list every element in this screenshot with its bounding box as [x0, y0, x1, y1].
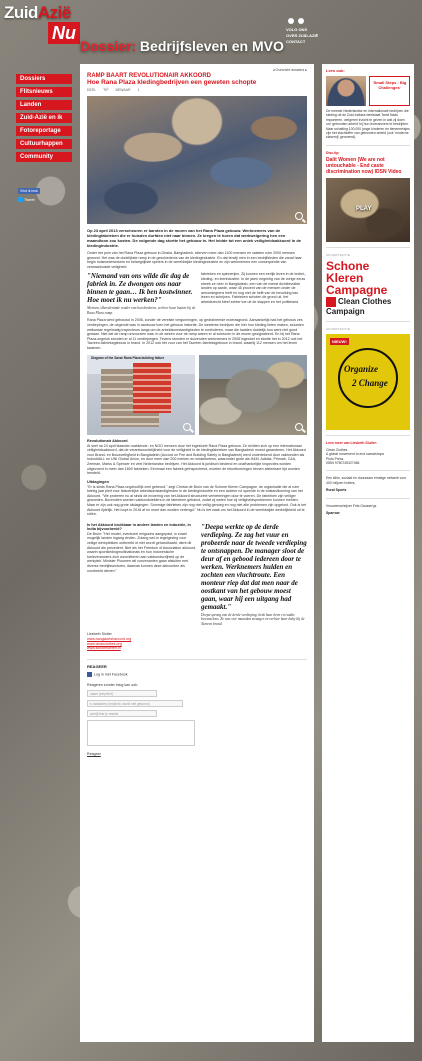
book-title: Clean Clothes	[326, 447, 348, 452]
report-badge[interactable]: 'Small Steps - Big Challenges'	[369, 76, 410, 106]
share-action[interactable]: DEEL	[87, 88, 97, 92]
site-logo[interactable]	[4, 4, 80, 48]
play-button[interactable]: PLAY	[356, 205, 372, 212]
divider	[326, 435, 410, 436]
sidebar-item-landen[interactable]: Landen	[16, 100, 72, 110]
tweet-button[interactable]: Tweet	[18, 197, 35, 202]
sidebar-item-flitsnieuws[interactable]: Flitsnieuws	[16, 87, 72, 97]
submit-comment-button[interactable]: Reageer	[87, 751, 101, 756]
book-publisher: Pluto Press	[326, 456, 344, 461]
article-paragraph: Rana Plaza werd gebouwd in 2006, zonder de vereiste vergunningen, op gedraineerde moerasgrond. Aanvankelijk had het gebouw zes verdiepingen, de negende was in aanbouw toen het gebouw instortte. De westerse bedrijven die hier hun kleding lieten maken, stuurden weliswaar regelmatig inspecteurs langs om de arbeidsomstandigheden te controleren, maar die hadden duidelijk hun werk niet goed gedaan. Niet dat de ramp onvoorzien was: in de weken voor de ramp waren er al scheuren in de muren gesignaleerd. En bij het Rana Plaza-ongeluk stonden er al 11 verdiepingen. Tevens stonden er duizenden werknemers in 2005 ingestort en stortte het in 2012 ook het Tazreen-fabrieksgebouw in brand. In 2012 ook het vuur van het Tazreen-fabrieksgebouw in brand, waarbij 112 mensen om het leven kwamen.	[87, 318, 304, 350]
article-paragraph: Onder het puin van het Rana Plaza gebouw in Dhaka, Bangladesh, stierven meer dan 1100 mensen en raakten ruim 2000 mensen gewond. Het was de dodelijkste ramp in de geschiedenis van de kledingindustrie. En dat terwijl men in een bedrijfsleden die vanaf haar begin hulsmedewerkers en belangrijkste spelers in de wereldwijde kledingindustrie en zijn werknemers een consequentie van verwaarloosde veiligheid.	[87, 251, 302, 269]
divider	[326, 470, 410, 471]
pull-quote: "Niemand van ons wilde die dag de fabriek in. Ze dwongen ons naar binnen te gaan… Ik ben kostwinner. Hoe moet ik nu werken?"	[87, 272, 193, 305]
organize-2-change-advertisement[interactable]	[326, 334, 410, 430]
link-bangladeshaccord[interactable]: www.bangladeshaccord.org	[87, 636, 132, 641]
page-title: Dossier: Bedrijfsleven en MVO	[80, 38, 284, 54]
read-also-card[interactable]	[326, 76, 410, 106]
sidebar-item-community[interactable]: Community	[16, 152, 72, 162]
facebook-icon	[87, 672, 92, 677]
overview-link[interactable]: ◂ Overzicht dossiers ▸	[272, 68, 307, 72]
pull-quote-source: Morium, slheraleninde reader van hun kinderen, verloor haar huizen bij de Rana Plaza ramp.	[87, 306, 196, 315]
link-cleanclothes[interactable]: www.cleanclothes.org	[87, 641, 122, 646]
sidebar-item-dossiers[interactable]: Dossiers	[16, 74, 72, 84]
pull-quote-source: Deepa sprong van de derde verdieping, brak haar been en raakte bewusteloos. Ze was vier maanden zwanger en verloor haar baby bij de Tazreen brand.	[201, 612, 305, 626]
social-follow-icons	[286, 18, 318, 26]
quote-row	[87, 272, 307, 315]
article-paragraph: fabrieken en spinnerijen. Zij kunnen een eerlijk leven in de textiel-, kleding- en leerindustrie. In de jaren negentig van de vorige eeuw streek ze neer in Bangladesh, een van de meest dichtbevolkte landen op aarde, waar 45 procent van de mensen onder de armoedegrens leeft en nog niet de helft van de bevolking kan lezen en schrijven. Fabrieken schoten de grond uit, het arbeidsrecht bleef echter toe uit de slappen en het politieland.	[201, 272, 307, 304]
comment-note: Reageren zonder inlog kan ook:	[87, 682, 138, 687]
article-panel	[80, 64, 314, 1042]
comment-form	[87, 659, 307, 756]
zoom-icon[interactable]	[295, 212, 303, 220]
divider	[326, 321, 410, 322]
sidebar-item-fotoreportage[interactable]: Fotoreportage	[16, 126, 72, 136]
facebook-login-button[interactable]: Log in met Facebook	[87, 672, 307, 677]
figure-row	[87, 355, 307, 435]
read-also-text: De meeste Nederlandse en internationale bedrijven die kleding uit de Zuid-Indiase deelstaat Tamil Nadu importeren, weigeren inzicht te geven in wat zij doen om 'gebonden arbeid' bij hun leveranciers te bestrijden. Naar schatting 100.000 jonge kinderen en tienermeisjes zijn het slachtoffer van gebonden arbeid (ook 'moderne slavernij' genoemd).	[326, 109, 410, 140]
advertisement-label: ADVERTENTIE	[326, 326, 351, 331]
new-tag: NIEUW!	[332, 338, 347, 344]
portrait-image	[326, 76, 366, 106]
collapse-diagram-image[interactable]	[87, 355, 195, 435]
name-input[interactable]: naam (verplicht)	[87, 690, 157, 697]
book-info[interactable]: Een kilim, sociaal en duurzaam ernstige netwerk voor 400 miljoen Indiers,	[326, 476, 407, 485]
book-info[interactable]	[326, 448, 410, 466]
sidebar-item-zuid-azie-en-ik[interactable]: Zuid-Azië en ik	[16, 113, 72, 123]
author-signature	[87, 632, 307, 650]
top-nav-about[interactable]: OVER ZUID-AZIË	[286, 33, 319, 38]
zoom-icon[interactable]	[183, 423, 191, 431]
right-sidebar	[322, 64, 414, 1042]
diagram-building-section	[133, 363, 171, 413]
scc-subtitle: Clean Clothes Campaign	[326, 296, 392, 316]
logo-nu: Nu	[48, 22, 80, 44]
twitter-icon	[18, 197, 23, 202]
divider	[326, 498, 410, 499]
video-thumbnail[interactable]	[326, 178, 410, 242]
book-publisher: Rural Sports	[326, 488, 347, 493]
quote-row	[87, 523, 307, 627]
comment-count[interactable]: 1	[137, 88, 140, 92]
section-heading: Is het Akkoord bruikbaar in andere landen en industrie, in India bijvoorbeeld?	[87, 522, 191, 531]
tip-action[interactable]: TIP	[103, 88, 109, 92]
read-also-heading: Lees ook:	[326, 68, 345, 73]
top-nav-contact[interactable]: CONTACT	[286, 39, 306, 44]
pull-quote-block	[201, 523, 307, 627]
article-lead: Op 23 april 2013 verscheuren er barsten in de muren van het Rana Plaza gebouw. Werknemers van de kledingfabrieken die er huisden durfden niet naar binnen. Ze kregen te horen dat werkweigering hen een maandloon zou kosten. De volgende dag stortte het gebouw in. Het leidde tot een uniek veiligheidsakkoord in de kledingindustrie.	[87, 228, 302, 248]
section-heading: Uitdagingen	[87, 479, 109, 484]
comment-heading: REAGEER	[87, 663, 107, 669]
more-by-author-heading: Lees meer van Liesbeth Sluiter:	[326, 440, 378, 445]
article-paragraph: De Bruin: "Het model, eventueel enigszins aangepast, in zowel mogelijk landen ingang vinden. Zolang wel-in regelgeving voor veilige werkplekken ontbreekt of niet wordt gehandhaafd, dient dit Akkoord als precedent. Niet als het Freedom of Association akkoord, waarin sportkledingmultinationals en hun Indonesische toeleveranciers zich committeren aan vakbondsvrijheid op de werkplek. Minister Ploumen wil convenanten gaan afsluiten met diverse bedrijfssectoren, daarvan kunnen deze akkoorden als voorbeeld dienen."	[87, 531, 197, 573]
comment-input[interactable]: schrijf hier je reactie	[87, 710, 157, 717]
disc-tip-label: Disc-tip:	[326, 150, 340, 155]
author-name: Liesbeth Sluiter	[87, 632, 112, 637]
link-schonekleren[interactable]: www.schonekleren.nl	[87, 646, 121, 651]
save-action[interactable]: BEWAAR	[115, 88, 131, 92]
comment-textarea[interactable]	[87, 720, 195, 746]
advertisement-label: ADVERTENTIE	[326, 252, 351, 257]
logo-text: ZuidAzië	[4, 3, 71, 22]
hero-image[interactable]	[87, 96, 307, 224]
book-info[interactable]: Vrouwenschrijver Frits Gausse'gs	[326, 503, 377, 508]
pull-quote: "Deepa werkte op de derde verdieping. Ze zag het vuur en probeerde naar de tweede verdieping te ontsnappen. De manager sloot de deur af en gebood iedereen door te werken. Werknemers hulden en zochten een vluchtroute. Een monteur riep dat dat men naar de oostkant van het gebouw moest gaan, waar hij een uitgang had gemaakt."	[201, 522, 307, 611]
article-headline: Hoe Rana Plaza kledingbedrijven een geweten schopte	[87, 79, 257, 86]
article-actions	[87, 88, 307, 94]
scc-logo-icon	[326, 297, 336, 307]
article-paragraph: Al snel na 24 april klaarden wakkende- en NGO mensen door het ingestorte Rana Plaza gebouw. Ze richtten zich op een internationaal veiligheidsakkoord, dat de verantwoordelijkheid voor de veiligheid in de kledingfabrieken van Bangladesh moest garanderen. Het Akkoord voor Brand- en Bouwveiligheid in Bangladesh (Accord on Fire and Building Safety in Bangladesh) werd ondertekend door vakbonden als IndustriALL en UNI Global Union, en door meer dan 200 merken en winkelketens, waaronder grote als H&M, Adidas, Primark, C&A, Zeeman, Marks & Spencer en veel Nederlandse bedrijven. Het Akkoord is juridisch bindend en onafhankelijke inspecties worden uitgevoerd in meer dan 1600 fabrieken. Eenmaal een fabriek geïnspecteerd, moeten de tekortkomingen binnen afzienbare tijd worden hersteld.	[87, 443, 306, 476]
diagram-caption: Diagram of the Savar Rana Plaza building failure	[91, 355, 165, 360]
scc-advertisement[interactable]	[326, 260, 410, 316]
article-kicker: RAMP BAART REVOLUTIONAIR AKKOORD	[87, 73, 211, 79]
top-nav	[286, 18, 318, 45]
twitter-icon[interactable]	[298, 18, 304, 24]
top-nav-follow[interactable]: VOLG ONS	[286, 27, 308, 32]
rubble-photo[interactable]	[199, 355, 307, 435]
facebook-icon[interactable]	[288, 18, 294, 24]
scc-title: Schone Kleren Campagne	[326, 258, 388, 297]
book-publisher: Sparrow	[326, 511, 340, 516]
email-input[interactable]: e-mailadres (verplicht, wordt niet getoond)	[87, 700, 183, 707]
facebook-like-button[interactable]: Vind ik leuk	[20, 189, 38, 193]
sidebar-nav	[16, 74, 72, 165]
section-heading: Revolutionair Akkoord	[87, 438, 128, 443]
divider	[326, 247, 410, 248]
article-column	[201, 272, 307, 315]
pull-quote-block	[87, 272, 197, 315]
ad-line-1: Organize	[344, 363, 379, 374]
article-paragraph: "Er is sinds Rana Plaza ongelooflijk veel gebeurd," zegt Christa de Bruin van de Schone Kleren Campagne, de organisatie die al ruim twintig jaar pleit voor fatsoenlijke arbeidsomstandigheden in de kledingindustrie en een actieve rol speelde in de totstandkoming van het Akkoord. "We proberen nu al sinds de invoering van het Akkoord structurele verbeteringen door te voeren. De fabrieken zijn veiliger geworden. Bovendien worden vakbondsleiders in de fabrieken getraind, zodat zij weten hoe zij veiligheidsproblemen kunnen melden. Maar er zijn ook nog grote uitdagingen. Sommige fabrieken zijn nog niet veilig genoeg en nog niet alle problemen zijn opgelost. Ook is het Akkoord tijdelijk. Het loopt in 2018 af en moet dan worden verlengd." Nu is het zaak om het Akkoord in de wereldwijde werkelijkheid uit te rollen.	[87, 484, 307, 517]
book-subtitle: A global movement to end sweatshops	[326, 452, 385, 457]
zoom-icon[interactable]	[295, 423, 303, 431]
book-isbn: ISBN 9780745327486	[326, 461, 360, 466]
disc-tip-title[interactable]: Dalit Women (We are not untouchable - End caste discrimination now) IDSN Video	[326, 156, 402, 175]
article-column	[87, 523, 197, 627]
divider	[326, 145, 410, 146]
sidebar-item-cultuurhappen[interactable]: Cultuurhappen	[16, 139, 72, 149]
ad-line-2: 2 Change	[352, 377, 388, 388]
share-widgets	[18, 188, 68, 202]
